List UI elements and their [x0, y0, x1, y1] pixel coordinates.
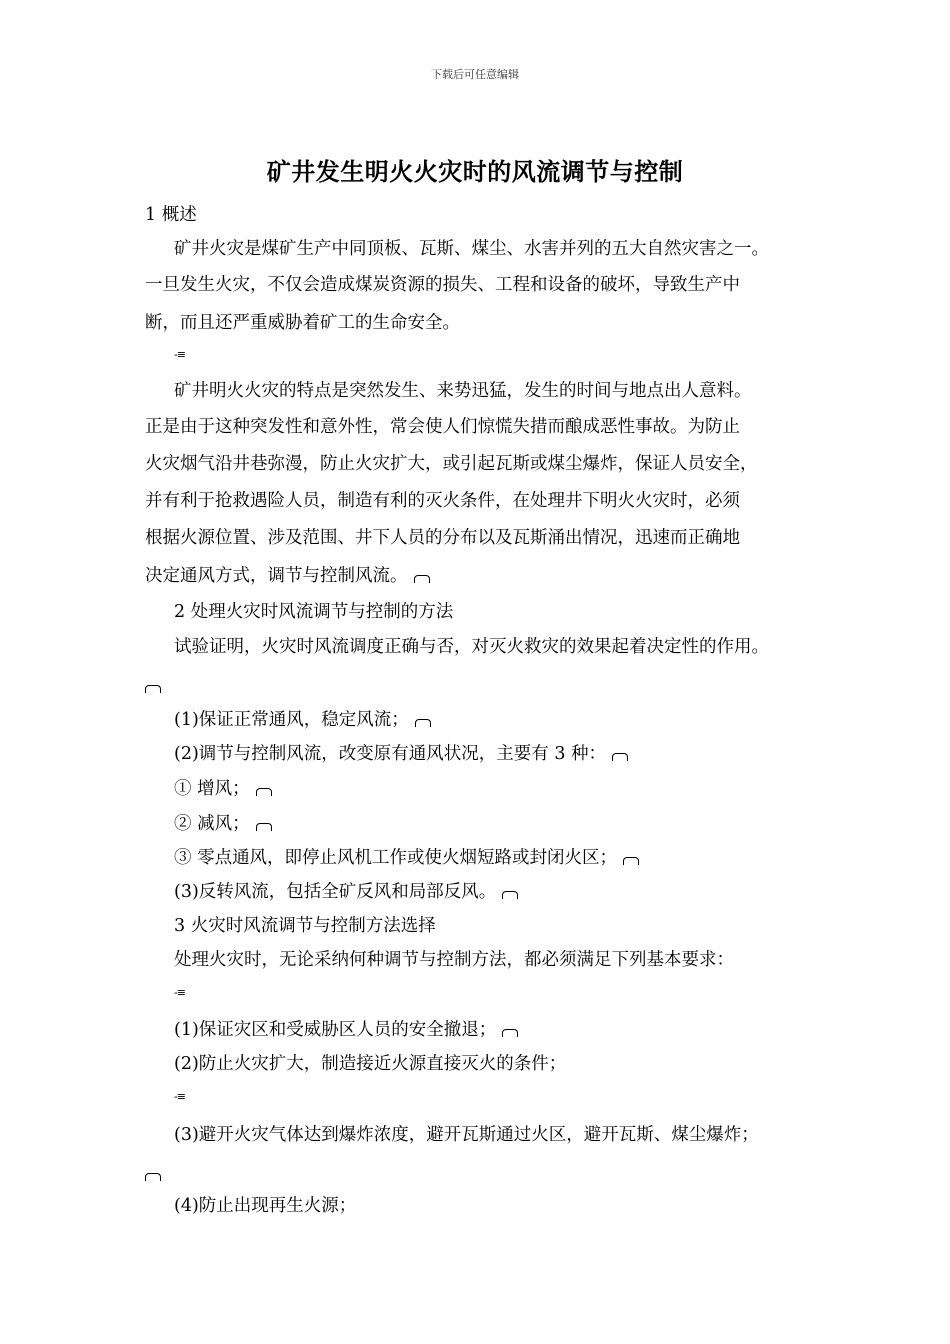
requirement-item: [174, 1016, 518, 1041]
paragraph-mark-icon: [414, 575, 430, 583]
paragraph-line: 火灾烟气沿井巷弥漫，防止火灾扩大，或引起瓦斯或煤尘爆炸，保证人员安全，: [145, 454, 758, 474]
method-item: [174, 775, 272, 800]
paragraph-line: 根据火源位置、涉及范围、井下人员的分布以及瓦斯涌出情况，迅速而正确地: [145, 528, 740, 548]
paragraph-line: 一旦发生火灾，不仅会造成煤炭资源的损失、工程和设备的破坏，导致生产中: [145, 275, 740, 295]
dash-mark: -≡: [174, 986, 185, 999]
paragraph-mark-icon: [612, 753, 628, 761]
paragraph-line-with-mark: [145, 562, 430, 587]
method-item: [174, 706, 431, 731]
method-item: [174, 878, 518, 903]
paragraph-mark-icon: [256, 823, 272, 831]
paragraph-text: 决定通风方式，调节与控制风流。: [145, 566, 408, 586]
paragraph-mark-icon: [502, 891, 518, 899]
section-heading-3: 3 火灾时风流调节与控制方法选择: [174, 916, 436, 936]
paragraph-line: 矿井明火火灾的特点是突然发生、来势迅猛，发生的时间与地点出人意料。: [174, 381, 752, 401]
paragraph-line: 断，而且还严重威胁着矿工的生命安全。: [145, 313, 460, 333]
dash-mark: -≡: [174, 348, 185, 361]
requirement-item: (4)防止出现再生火源；: [174, 1196, 357, 1216]
paragraph-mark-icon: [502, 1029, 518, 1037]
requirement-text: (1)保证灾区和受威胁区人员的安全撤退；: [174, 1020, 497, 1040]
paragraph-mark-icon: [145, 1173, 161, 1181]
paragraph-mark-icon: [145, 685, 161, 693]
method-text: ② 减风；: [174, 814, 250, 834]
method-text: (2)调节与控制风流，改变原有通风状况，主要有 3 种：: [174, 744, 607, 764]
paragraph-line: 处理火灾时，无论采纳何种调节与控制方法，都必须满足下列基本要求：: [174, 950, 734, 970]
dash-mark: -≡: [174, 1090, 185, 1103]
paragraph-mark-icon: [256, 788, 272, 796]
section-heading-2: 2 处理火灾时风流调节与控制的方法: [174, 602, 454, 622]
paragraph-mark-line: [145, 1164, 161, 1184]
paragraph-mark-icon: [415, 719, 431, 727]
method-text: ① 增风；: [174, 779, 250, 799]
requirement-item: (2)防止火灾扩大，制造接近火源直接灭火的条件；: [174, 1054, 567, 1074]
paragraph-mark-line: [145, 676, 161, 696]
paragraph-mark-icon: [623, 857, 639, 865]
paragraph-line: 正是由于这种突发性和意外性，常会使人们惊慌失措而酿成恶性事故。为防止: [145, 417, 740, 437]
method-item: [174, 844, 639, 869]
method-item: [174, 740, 628, 765]
method-item: [174, 810, 272, 835]
paragraph-line: 试验证明，火灾时风流调度正确与否，对灭火救灾的效果起着决定性的作用。: [174, 637, 769, 657]
method-text: ③ 零点通风，即停止风机工作或使火烟短路或封闭火区；: [174, 848, 618, 868]
paragraph-line: 并有利于抢救遇险人员，制造有利的灭火条件，在处理井下明火火灾时，必须: [145, 491, 740, 511]
document-title: 矿井发生明火火灾时的风流调节与控制: [266, 157, 684, 186]
requirement-item: (3)避开火灾气体达到爆炸浓度，避开瓦斯通过火区，避开瓦斯、煤尘爆炸；: [174, 1125, 759, 1145]
method-text: (1)保证正常通风，稳定风流；: [174, 710, 409, 730]
page-header: 下载后可任意编辑: [431, 68, 519, 81]
section-heading-1: 1 概述: [145, 205, 197, 225]
paragraph-line: 矿井火灾是煤矿生产中同顶板、瓦斯、煤尘、水害并列的五大自然灾害之一。: [174, 239, 769, 259]
method-text: (3)反转风流，包括全矿反风和局部反风。: [174, 882, 497, 902]
